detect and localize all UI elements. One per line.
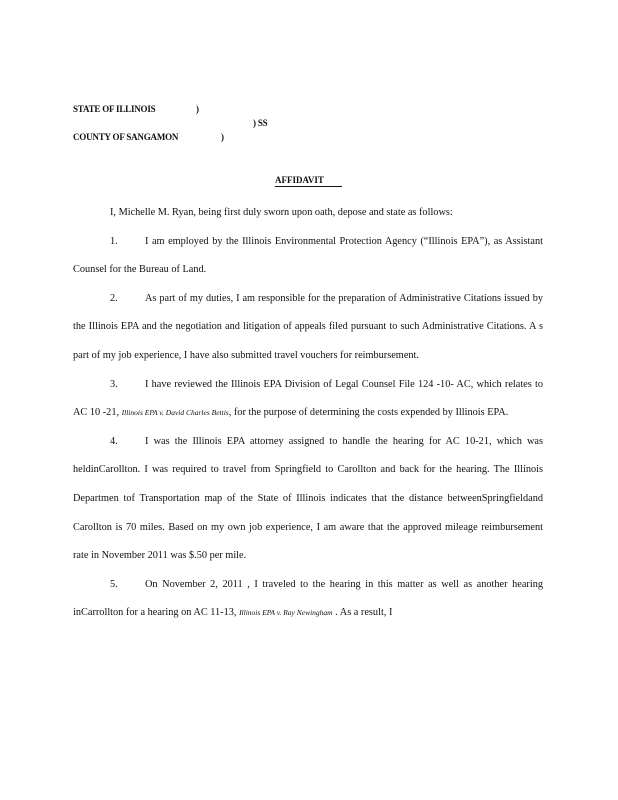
- document-title: AFFIDAVIT: [275, 175, 342, 187]
- paragraph-5: [73, 571, 543, 628]
- paragraph-1: [73, 228, 543, 285]
- paragraph-number: 5.: [110, 578, 118, 590]
- paragraph-text: I have reviewed the Illinois EPA Division of Legal Counsel File 124 -10- AC, which relates to AC 10 -21,: [73, 378, 543, 419]
- paragraph-3: [73, 371, 543, 428]
- intro-paragraph: I, Michelle M. Ryan, being first duly sworn upon oath, depose and state as follows:: [110, 207, 453, 218]
- paragraph-text-end: , for the purpose of determining the costs expended by Illinois EPA.: [228, 407, 509, 419]
- affidavit-body: [73, 199, 543, 628]
- case-name: Illinois EPA v. Ray Newingham: [239, 608, 333, 618]
- caption-ss: ) SS: [253, 118, 268, 128]
- paragraph-2: [73, 285, 543, 371]
- paragraph-number: 2.: [110, 292, 118, 304]
- paragraph-text: On November 2, 2011 , I traveled to the hearing in this matter as well as another hearing inCarrollton for a hearing on AC 11-13,: [73, 578, 543, 619]
- paragraph-text-end: . As a result, I: [332, 607, 393, 619]
- paragraph-number: 4.: [110, 435, 118, 447]
- caption-county: COUNTY OF SANGAMON: [73, 132, 179, 142]
- paragraph-4: [73, 428, 543, 571]
- paragraph-number: 1.: [110, 235, 118, 247]
- paragraph-text: I am employed by the Illinois Environmental Protection Agency (“Illinois EPA”), as Assistant Counsel for the Bureau of Land.: [73, 235, 543, 276]
- caption-paren-state: ): [196, 104, 199, 114]
- paragraph-text: As part of my duties, I am responsible for the preparation of Administrative Citations issued by the Illinois EPA and the negotiation and litigation of appeals filed pursuant to such Administrative Citations. A s part of my job experience, I have also submitted travel vouchers for reimbursement.: [73, 292, 543, 361]
- paragraph-text: I was the Illinois EPA attorney assigned to handle the hearing for AC 10-21, which was heldinCarollton. I was required to travel from Springfield to Carollton and back for the hearing. The Illinois Departmen tof Transportation map of the State of Illinois indicates that the distance betweenSpringfieldand Carollton is 70 miles. Based on my own job experience, I am aware that the approved mileage reimbursement rate in November 2011 was $.50 per mile.: [73, 435, 543, 562]
- case-name: Illinois EPA v. David Charles Bettis: [121, 408, 229, 418]
- caption-paren-county: ): [221, 132, 224, 142]
- paragraph-number: 3.: [110, 378, 118, 390]
- caption-state: STATE OF ILLINOIS: [73, 104, 156, 114]
